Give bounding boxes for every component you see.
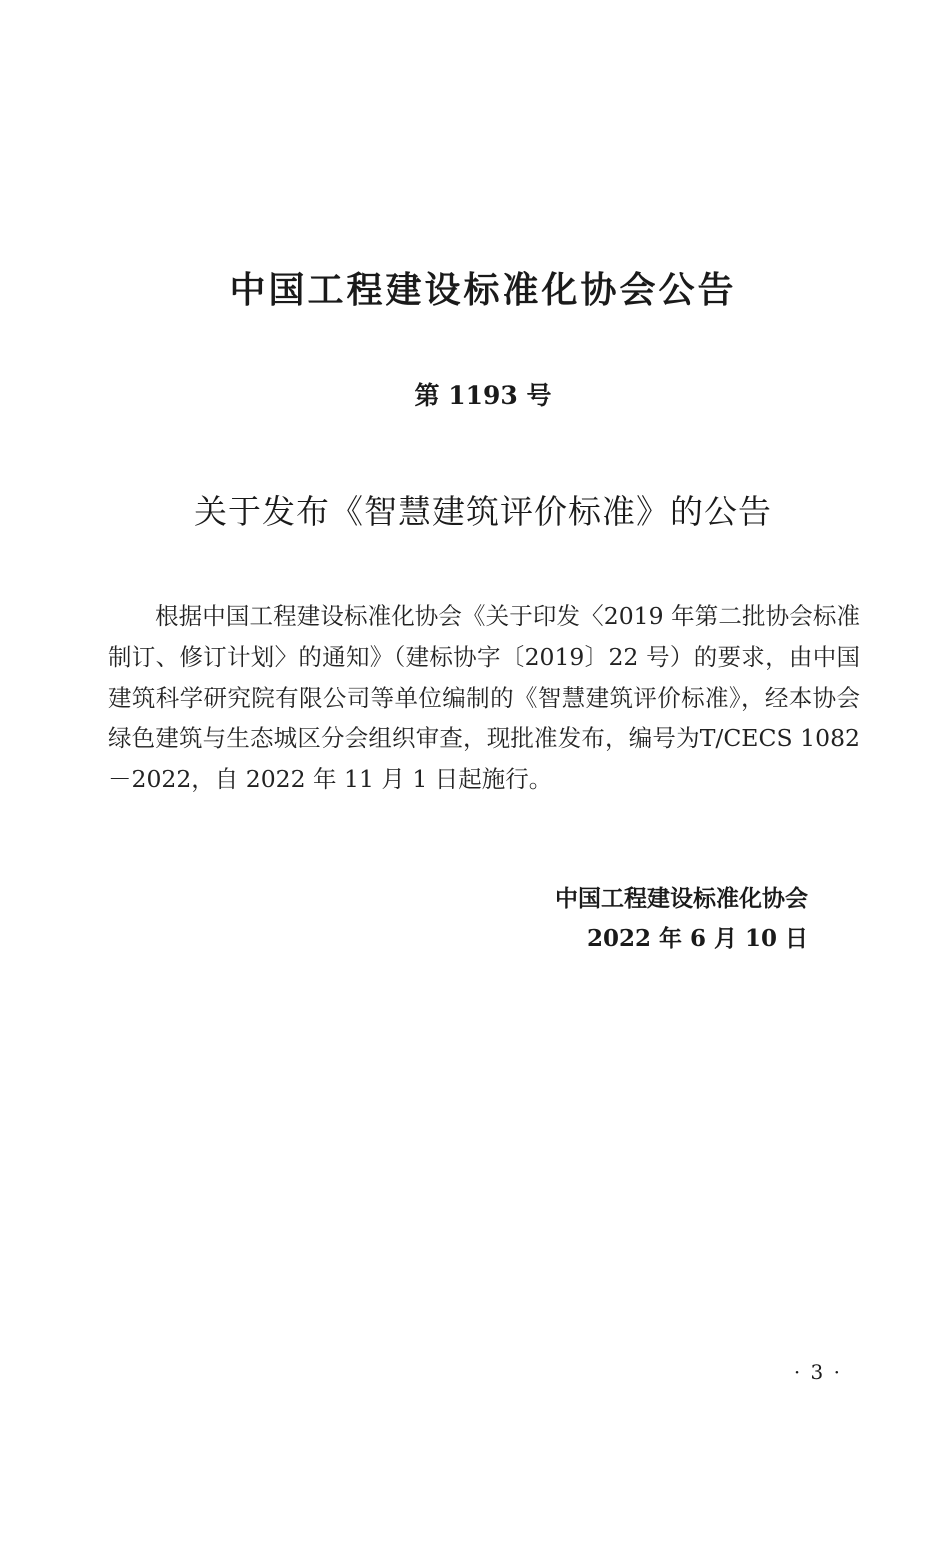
signature-block — [555, 879, 808, 959]
page-number: · 3 · — [793, 1360, 842, 1384]
page-title: 中国工程建设标准化协会公告 — [229, 270, 737, 311]
body-paragraph: 根据中国工程建设标准化协会《关于印发〈2019 年第二批协会标准制订、修订计划〉的通知》（建标协字〔2019〕22 号）的要求，由中国建筑科学研究院有限公司等单位编制的《智慧建筑评价标准》，经本协会绿色建筑与生态城区分会组织审查，现批准发布，编号为T/CECS 1082－2022，自 2022 年 11 月 1 日起施行。 — [108, 602, 860, 794]
signature-date: 2022 年 6 月 10 日 — [586, 925, 808, 952]
announcement-number: 第 1193 号 — [414, 381, 552, 410]
signature-organization: 中国工程建设标准化协会 — [555, 886, 808, 912]
announcement-subtitle: 关于发布《智慧建筑评价标准》的公告 — [194, 492, 772, 531]
